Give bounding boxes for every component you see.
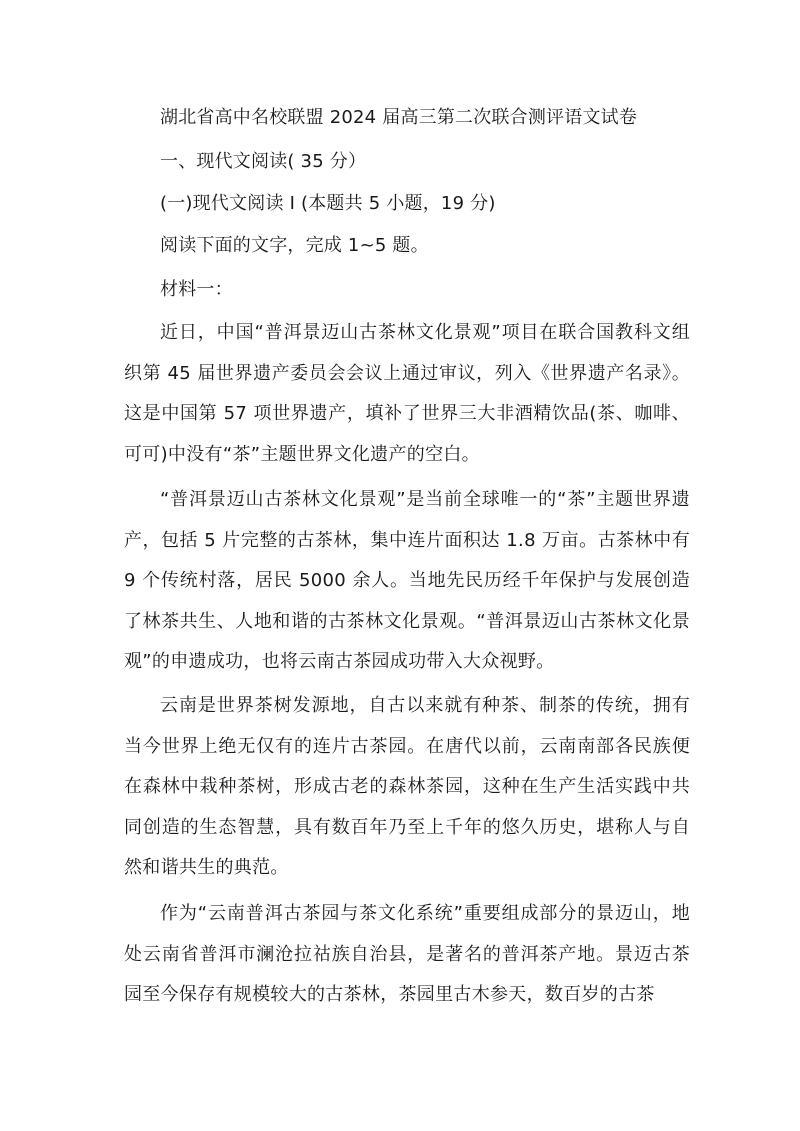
instruction-text: 阅读下面的文字，完成 1~5 题。: [160, 235, 429, 256]
paragraph-2: “普洱景迈山古茶林文化景观”是当前全球唯一的“茶”主题世界遗产，包括 5 片完整的古茶林，集中连片面积达 1.8 万亩。古茶林中有 9 个传统村落，居民 5000 余人。当地先民历经千年保护与发展创造了林茶共生、人地和谐的古茶林文化景观。“普洱景迈山古茶林文化景观”的申遗成功，也将云南古茶园成功带入大众视野。: [124, 489, 690, 672]
document-title: 湖北省高中名校联盟 2024 届高三第二次联合测评语文试卷: [160, 107, 638, 128]
paragraph-3: 云南是世界茶树发源地，自古以来就有种茶、制茶的传统，拥有当今世界上绝无仅有的连片古茶园。在唐代以前，云南南部各民族便在森林中栽种茶树，形成古老的森林茶园，这种在生产生活实践中共同创造的生态智慧，具有数百年乃至上千年的悠久历史，堪称人与自然和谐共生的典范。: [124, 695, 690, 878]
section-heading: 一、现代文阅读( 35 分）: [160, 151, 367, 172]
material-label: 材料一：: [160, 279, 233, 300]
sub-heading: (一)现代文阅读 I (本题共 5 小题，19 分): [160, 193, 496, 214]
paragraph-1: 近日，中国“普洱景迈山古茶林文化景观”项目在联合国教科文组织第 45 届世界遗产委员会会议上通过审议，列入《世界遗产名录》。这是中国第 57 项世界遗产，填补了世界三大非酒精饮品(茶、咖啡、可可)中没有“茶”主题世界文化遗产的空白。: [124, 322, 690, 465]
paragraph-4: 作为“云南普洱古茶园与茶文化系统”重要组成部分的景迈山，地处云南省普洱市澜沧拉祜族自治县，是著名的普洱茶产地。景迈古茶园至今保存有规模较大的古茶林，茶园里古木参天，数百岁的古茶: [124, 903, 690, 1005]
